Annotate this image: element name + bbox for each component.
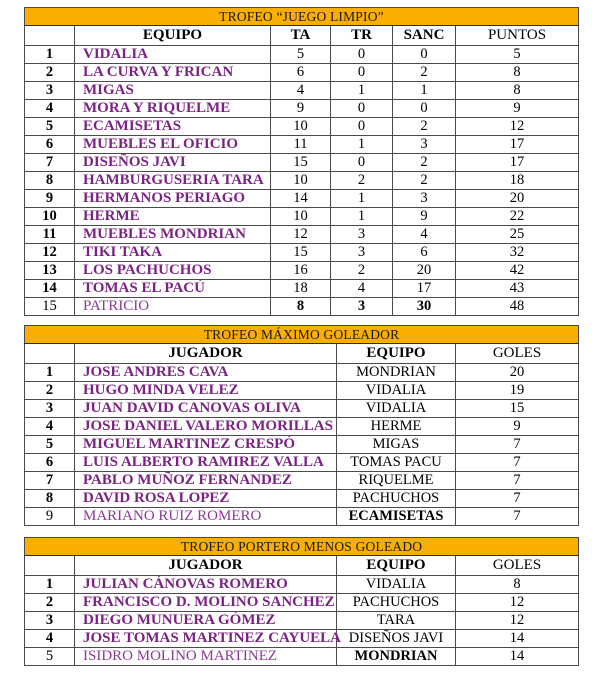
row-sanctions: 17 bbox=[393, 280, 456, 298]
table-row bbox=[25, 630, 579, 648]
row-player-name: HUGO MINDA VELEZ bbox=[75, 382, 337, 400]
row-team: PACHUCHOS bbox=[337, 594, 456, 612]
table-row bbox=[25, 118, 579, 136]
table-row bbox=[25, 190, 579, 208]
row-team-name: PATRICIO bbox=[75, 298, 271, 316]
row-player-name: JOSE TOMAS MARTINEZ CAYUELA bbox=[75, 630, 337, 648]
row-rank: 8 bbox=[25, 172, 75, 190]
row-rank: 12 bbox=[25, 244, 75, 262]
row-team: VIDALIA bbox=[337, 576, 456, 594]
row-player-name: FRANCISCO D. MOLINO SANCHEZ bbox=[75, 594, 337, 612]
row-team-name: TIKI TAKA bbox=[75, 244, 271, 262]
row-yellow-cards: 12 bbox=[271, 226, 331, 244]
row-rank: 5 bbox=[25, 118, 75, 136]
row-points: 22 bbox=[456, 208, 579, 226]
row-sanctions: 2 bbox=[393, 118, 456, 136]
best-keeper-title: TROFEO PORTERO MENOS GOLEADO bbox=[25, 538, 579, 556]
row-points: 18 bbox=[456, 172, 579, 190]
row-team-name: HERMANOS PERIAGO bbox=[75, 190, 271, 208]
row-goals: 7 bbox=[456, 454, 579, 472]
row-team-name: TOMAS EL PACÚ bbox=[75, 280, 271, 298]
row-team: PACHUCHOS bbox=[337, 490, 456, 508]
row-sanctions: 9 bbox=[393, 208, 456, 226]
table-row bbox=[25, 298, 579, 316]
row-player-name: MARIANO RUIZ ROMERO bbox=[75, 508, 337, 526]
table-row bbox=[25, 472, 579, 490]
row-team: VIDALIA bbox=[337, 382, 456, 400]
row-team-name: MORA Y RIQUELME bbox=[75, 100, 271, 118]
fairplay-trophy-table bbox=[24, 7, 579, 316]
row-sanctions: 2 bbox=[393, 64, 456, 82]
row-points: 48 bbox=[456, 298, 579, 316]
row-points: 17 bbox=[456, 154, 579, 172]
row-team-name: VIDALIA bbox=[75, 46, 271, 64]
table-row bbox=[25, 508, 579, 526]
row-red-cards: 3 bbox=[331, 298, 393, 316]
row-red-cards: 1 bbox=[331, 136, 393, 154]
row-rank: 6 bbox=[25, 454, 75, 472]
row-team: ECAMISETAS bbox=[337, 508, 456, 526]
row-rank: 14 bbox=[25, 280, 75, 298]
row-rank: 8 bbox=[25, 490, 75, 508]
row-points: 20 bbox=[456, 190, 579, 208]
row-yellow-cards: 8 bbox=[271, 298, 331, 316]
row-rank: 9 bbox=[25, 508, 75, 526]
row-team: MIGAS bbox=[337, 436, 456, 454]
row-rank: 7 bbox=[25, 154, 75, 172]
row-sanctions: 0 bbox=[393, 100, 456, 118]
row-player-name: JULIAN CÁNOVAS ROMERO bbox=[75, 576, 337, 594]
row-goals: 14 bbox=[456, 648, 579, 666]
row-rank: 3 bbox=[25, 400, 75, 418]
column-header-jugador: JUGADOR bbox=[75, 556, 337, 576]
row-points: 8 bbox=[456, 64, 579, 82]
row-sanctions: 3 bbox=[393, 190, 456, 208]
row-rank: 9 bbox=[25, 190, 75, 208]
table-row bbox=[25, 382, 579, 400]
table-row bbox=[25, 100, 579, 118]
table-row bbox=[25, 280, 579, 298]
column-header-goles: GOLES bbox=[456, 344, 579, 364]
row-goals: 7 bbox=[456, 436, 579, 454]
row-player-name: JOSE ANDRES CAVA bbox=[75, 364, 337, 382]
row-points: 42 bbox=[456, 262, 579, 280]
row-goals: 20 bbox=[456, 364, 579, 382]
row-goals: 15 bbox=[456, 400, 579, 418]
row-points: 32 bbox=[456, 244, 579, 262]
column-header-rank bbox=[25, 344, 75, 364]
column-header-goles: GOLES bbox=[456, 556, 579, 576]
column-header-rank bbox=[25, 26, 75, 46]
row-yellow-cards: 6 bbox=[271, 64, 331, 82]
table-row bbox=[25, 154, 579, 172]
row-yellow-cards: 9 bbox=[271, 100, 331, 118]
row-player-name: MIGUEL MARTINEZ CRESPÒ bbox=[75, 436, 337, 454]
row-team: VIDALIA bbox=[337, 400, 456, 418]
row-rank: 1 bbox=[25, 576, 75, 594]
row-red-cards: 3 bbox=[331, 244, 393, 262]
row-rank: 3 bbox=[25, 612, 75, 630]
row-red-cards: 3 bbox=[331, 226, 393, 244]
table-row bbox=[25, 262, 579, 280]
column-header-sanc: SANC bbox=[393, 26, 456, 46]
table-title-row bbox=[25, 8, 579, 26]
table-row bbox=[25, 226, 579, 244]
row-sanctions: 2 bbox=[393, 172, 456, 190]
row-red-cards: 1 bbox=[331, 208, 393, 226]
row-red-cards: 1 bbox=[331, 82, 393, 100]
table-row bbox=[25, 648, 579, 666]
table-row bbox=[25, 612, 579, 630]
row-red-cards: 0 bbox=[331, 154, 393, 172]
fairplay-table-body bbox=[25, 46, 579, 316]
row-player-name: PABLO MUÑOZ FERNANDEZ bbox=[75, 472, 337, 490]
row-yellow-cards: 14 bbox=[271, 190, 331, 208]
row-sanctions: 4 bbox=[393, 226, 456, 244]
row-yellow-cards: 15 bbox=[271, 244, 331, 262]
row-rank: 10 bbox=[25, 208, 75, 226]
row-rank: 5 bbox=[25, 436, 75, 454]
top-scorer-trophy-table bbox=[24, 325, 579, 526]
row-sanctions: 6 bbox=[393, 244, 456, 262]
row-points: 25 bbox=[456, 226, 579, 244]
row-yellow-cards: 10 bbox=[271, 208, 331, 226]
row-goals: 7 bbox=[456, 472, 579, 490]
row-points: 9 bbox=[456, 100, 579, 118]
row-rank: 1 bbox=[25, 364, 75, 382]
row-points: 8 bbox=[456, 82, 579, 100]
column-header-equipo: EQUIPO bbox=[75, 26, 271, 46]
row-team: DISEÑOS JAVI bbox=[337, 630, 456, 648]
table-row bbox=[25, 172, 579, 190]
row-goals: 7 bbox=[456, 490, 579, 508]
row-rank: 2 bbox=[25, 594, 75, 612]
top-scorer-title: TROFEO MÁXIMO GOLEADOR bbox=[25, 326, 579, 344]
row-player-name: DAVID ROSA LOPEZ bbox=[75, 490, 337, 508]
row-rank: 5 bbox=[25, 648, 75, 666]
row-sanctions: 2 bbox=[393, 154, 456, 172]
table-row bbox=[25, 490, 579, 508]
row-goals: 12 bbox=[456, 594, 579, 612]
row-team-name: MUEBLES EL OFICIO bbox=[75, 136, 271, 154]
row-yellow-cards: 11 bbox=[271, 136, 331, 154]
row-rank: 2 bbox=[25, 382, 75, 400]
row-yellow-cards: 18 bbox=[271, 280, 331, 298]
table-row bbox=[25, 418, 579, 436]
row-rank: 15 bbox=[25, 298, 75, 316]
best-keeper-trophy-table bbox=[24, 537, 579, 666]
row-player-name: JUAN DAVID CANOVAS OLIVA bbox=[75, 400, 337, 418]
row-team-name: LA CURVA Y FRICAN bbox=[75, 64, 271, 82]
row-goals: 14 bbox=[456, 630, 579, 648]
table-row bbox=[25, 364, 579, 382]
row-sanctions: 20 bbox=[393, 262, 456, 280]
row-yellow-cards: 16 bbox=[271, 262, 331, 280]
row-team-name: HERME bbox=[75, 208, 271, 226]
row-sanctions: 0 bbox=[393, 46, 456, 64]
row-red-cards: 0 bbox=[331, 64, 393, 82]
row-team: MONDRIAN bbox=[337, 364, 456, 382]
row-rank: 6 bbox=[25, 136, 75, 154]
table-title-row bbox=[25, 538, 579, 556]
row-red-cards: 1 bbox=[331, 190, 393, 208]
row-rank: 7 bbox=[25, 472, 75, 490]
row-goals: 12 bbox=[456, 612, 579, 630]
table-row bbox=[25, 244, 579, 262]
table-row bbox=[25, 136, 579, 154]
table-row bbox=[25, 64, 579, 82]
row-team-name: ECAMISETAS bbox=[75, 118, 271, 136]
row-red-cards: 0 bbox=[331, 118, 393, 136]
table-row bbox=[25, 594, 579, 612]
row-goals: 19 bbox=[456, 382, 579, 400]
table-column-header-row bbox=[25, 556, 579, 576]
row-yellow-cards: 10 bbox=[271, 172, 331, 190]
row-yellow-cards: 15 bbox=[271, 154, 331, 172]
row-sanctions: 30 bbox=[393, 298, 456, 316]
column-header-rank bbox=[25, 556, 75, 576]
row-player-name: JOSE DANIEL VALERO MORILLAS bbox=[75, 418, 337, 436]
row-yellow-cards: 5 bbox=[271, 46, 331, 64]
table-row bbox=[25, 436, 579, 454]
row-sanctions: 3 bbox=[393, 136, 456, 154]
row-team: MONDRIAN bbox=[337, 648, 456, 666]
row-rank: 11 bbox=[25, 226, 75, 244]
row-rank: 4 bbox=[25, 418, 75, 436]
row-rank: 4 bbox=[25, 630, 75, 648]
table-row bbox=[25, 576, 579, 594]
row-player-name: ISIDRO MOLINO MARTINEZ bbox=[75, 648, 337, 666]
table-title-row bbox=[25, 326, 579, 344]
row-goals: 8 bbox=[456, 576, 579, 594]
table-row bbox=[25, 208, 579, 226]
row-team: TARA bbox=[337, 612, 456, 630]
table-column-header-row bbox=[25, 344, 579, 364]
table-row bbox=[25, 46, 579, 64]
row-rank: 3 bbox=[25, 82, 75, 100]
table-row bbox=[25, 82, 579, 100]
row-points: 5 bbox=[456, 46, 579, 64]
row-team-name: MUEBLES MONDRIAN bbox=[75, 226, 271, 244]
row-goals: 9 bbox=[456, 418, 579, 436]
table-row bbox=[25, 400, 579, 418]
row-team-name: LOS PACHUCHOS bbox=[75, 262, 271, 280]
row-red-cards: 2 bbox=[331, 172, 393, 190]
top-scorer-table-body bbox=[25, 364, 579, 526]
row-rank: 2 bbox=[25, 64, 75, 82]
row-red-cards: 0 bbox=[331, 46, 393, 64]
table-row bbox=[25, 454, 579, 472]
column-header-tr: TR bbox=[331, 26, 393, 46]
row-team: RIQUELME bbox=[337, 472, 456, 490]
row-rank: 4 bbox=[25, 100, 75, 118]
row-rank: 1 bbox=[25, 46, 75, 64]
row-red-cards: 4 bbox=[331, 280, 393, 298]
row-player-name: DIEGO MUNUERA GÓMEZ bbox=[75, 612, 337, 630]
row-points: 12 bbox=[456, 118, 579, 136]
fairplay-title: TROFEO “JUEGO LIMPIO” bbox=[25, 8, 579, 26]
column-header-equipo: EQUIPO bbox=[337, 344, 456, 364]
best-keeper-table-body bbox=[25, 576, 579, 666]
column-header-jugador: JUGADOR bbox=[75, 344, 337, 364]
row-team-name: HAMBURGUSERIA TARA bbox=[75, 172, 271, 190]
row-rank: 13 bbox=[25, 262, 75, 280]
column-header-equipo: EQUIPO bbox=[337, 556, 456, 576]
row-points: 17 bbox=[456, 136, 579, 154]
row-yellow-cards: 4 bbox=[271, 82, 331, 100]
column-header-ta: TA bbox=[271, 26, 331, 46]
row-goals: 7 bbox=[456, 508, 579, 526]
row-player-name: LUIS ALBERTO RAMIREZ VALLA bbox=[75, 454, 337, 472]
row-team: TOMAS PACU bbox=[337, 454, 456, 472]
row-team: HERME bbox=[337, 418, 456, 436]
row-sanctions: 1 bbox=[393, 82, 456, 100]
row-yellow-cards: 10 bbox=[271, 118, 331, 136]
row-team-name: MIGAS bbox=[75, 82, 271, 100]
table-column-header-row bbox=[25, 26, 579, 46]
row-team-name: DISEÑOS JAVI bbox=[75, 154, 271, 172]
row-red-cards: 0 bbox=[331, 100, 393, 118]
row-red-cards: 2 bbox=[331, 262, 393, 280]
row-points: 43 bbox=[456, 280, 579, 298]
column-header-puntos: PUNTOS bbox=[456, 26, 579, 46]
